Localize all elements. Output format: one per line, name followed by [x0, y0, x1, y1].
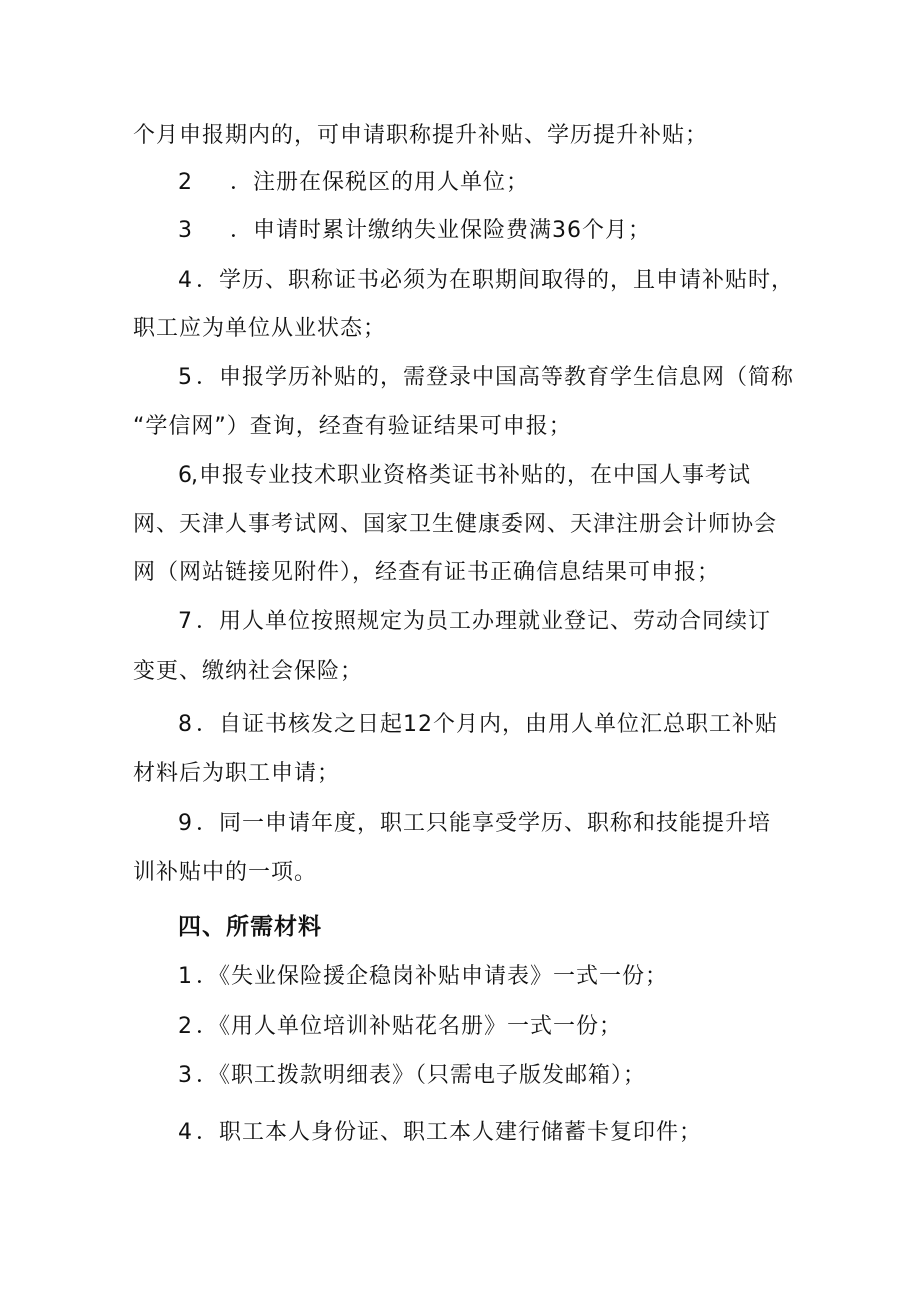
material-2-number: 2: [178, 1014, 193, 1039]
material-4-number: 4: [178, 1120, 193, 1145]
material-3-text: ．《职工拨款明细表》（只需电子版发邮箱）；: [196, 1063, 647, 1088]
condition-9-line-1: ．同一申请年度，职工只能享受学历、职称和技能提升培: [196, 811, 772, 836]
material-3-number: 3: [178, 1063, 193, 1088]
condition-8-line-2: 材料后为职工申请；: [133, 761, 341, 786]
condition-2-number: 2: [178, 170, 193, 195]
material-1-text: ．《失业保险援企稳岗补贴申请表》一式一份；: [196, 964, 669, 989]
condition-8-line-1: ．自证书核发之日起12个月内，由用人单位汇总职工补贴: [196, 712, 778, 737]
condition-7-line-1: ．用人单位按照规定为员工办理就业登记、劳动合同续订: [196, 609, 772, 634]
condition-6-line-1: ,申报专业技术职业资格类证书补贴的，在中国人事考试: [191, 463, 751, 488]
condition-2-line-1: ．注册在保税区的用人单位；: [230, 170, 530, 195]
section-heading: 四、所需材料: [178, 914, 322, 940]
condition-4-line-2: 职工应为单位从业状态；: [133, 316, 387, 341]
condition-4-number: 4: [178, 268, 193, 293]
condition-3-line-1: ．申请时累计缴纳失业保险费满36个月；: [230, 218, 651, 243]
condition-9-number: 9: [178, 811, 193, 836]
material-2-text: ．《用人单位培训补贴花名册》一式一份；: [196, 1014, 623, 1039]
material-4-text: ．职工本人身份证、职工本人建行储蓄卡复印件；: [196, 1120, 703, 1145]
condition-6-number: 6: [178, 463, 193, 488]
condition-8-number: 8: [178, 712, 193, 737]
material-1-number: 1: [178, 964, 193, 989]
continuation-line: 个月申报期内的，可申请职称提升补贴、学历提升补贴；: [133, 123, 709, 148]
condition-5-line-1: ．申报学历补贴的，需登录中国高等教育学生信息网（简称: [196, 365, 795, 390]
condition-4-line-1: ．学历、职称证书必须为在职期间取得的，且申请补贴时，: [196, 268, 795, 293]
condition-7-line-2: 变更、缴纳社会保险；: [133, 659, 364, 684]
condition-6-line-3: 网（网站链接见附件），经查有证书正确信息结果可申报；: [133, 560, 721, 585]
condition-5-number: 5: [178, 365, 193, 390]
condition-9-line-2: 训补贴中的一项。: [133, 860, 318, 885]
condition-6-line-2: 网、天津人事考试网、国家卫生健康委网、天津注册会计师协会: [133, 512, 778, 537]
condition-5-line-2: “学信网”）查询，经查有验证结果可申报；: [133, 414, 572, 439]
condition-3-number: 3: [178, 218, 193, 243]
condition-7-number: 7: [178, 609, 193, 634]
